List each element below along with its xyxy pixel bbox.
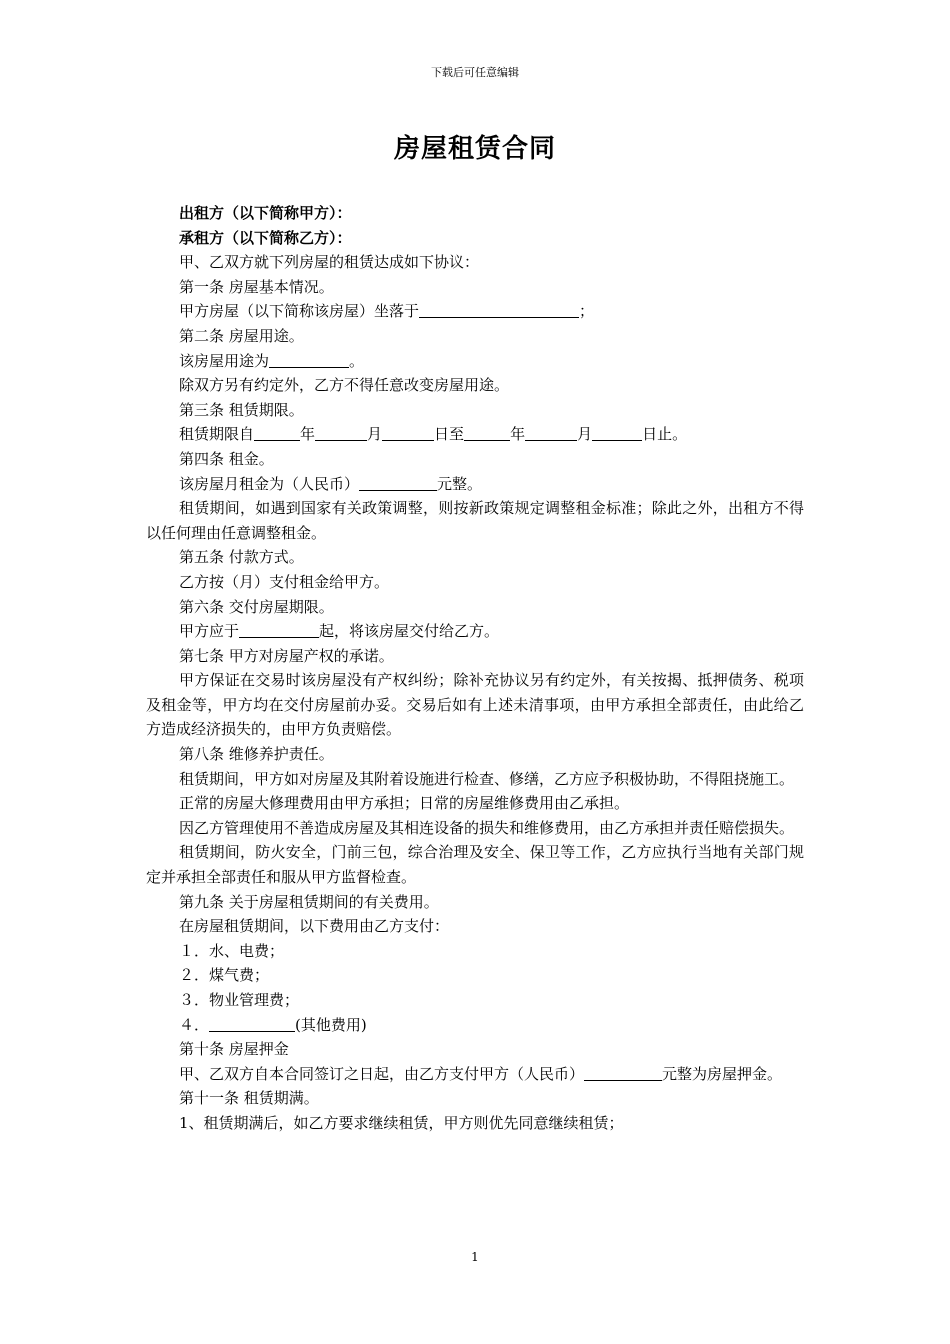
- fee-item-2: ２．煤气费；: [179, 966, 270, 985]
- article-6-heading: 第六条 交付房屋期限。: [179, 597, 334, 616]
- deposit-blank[interactable]: [584, 1066, 662, 1081]
- article-5-heading: 第五条 付款方式。: [179, 548, 304, 567]
- location-blank[interactable]: [419, 303, 579, 318]
- party-a-line: 出租方（以下简称甲方）：: [179, 204, 352, 222]
- article-4-adjust: 租赁期间，如遇到国家有关政策调整，则按新政策规定调整租金标准；除此之外，出租方不得以任何理由任意调整租金。: [146, 499, 804, 542]
- article-8-p3: 因乙方管理使用不善造成房屋及其相连设备的损失和维修费用，由乙方承担并责任赔偿损失。: [179, 818, 795, 837]
- article-1-heading: 第一条 房屋基本情况。: [179, 277, 334, 296]
- article-9-intro: 在房屋租赁期间，以下费用由乙方支付：: [179, 917, 450, 936]
- end-year-blank[interactable]: [464, 426, 510, 441]
- fee-item-1: １．水、电费；: [179, 941, 285, 960]
- article-2-use: 该房屋用途为 。: [179, 351, 365, 370]
- article-6-text: 甲方应于 起，将该房屋交付给乙方。: [179, 622, 500, 641]
- article-5-text: 乙方按（月）支付租金给甲方。: [179, 572, 390, 591]
- article-10-heading: 第十条 房屋押金: [179, 1040, 289, 1059]
- party-b-line: 承租方（以下简称乙方）：: [179, 228, 352, 247]
- start-month-blank[interactable]: [315, 426, 367, 441]
- article-7-text: 甲方保证在交易时该房屋没有产权纠纷；除补充协议另有约定外，有关按揭、抵押债务、税项及租金等，甲方均在交付房屋前办妥。交易后如有上述未清事项，由甲方承担全部责任，由此给乙方造成经济损失的，由甲方负责赔偿。: [146, 671, 804, 739]
- article-11-item-1: 1、租赁期满后，如乙方要求继续租赁，甲方则优先同意继续租赁；: [179, 1113, 624, 1132]
- contract-body: [146, 201, 804, 1136]
- article-11-heading: 第十一条 租赁期满。: [179, 1089, 319, 1108]
- fee-item-3: ３．物业管理费；: [179, 991, 300, 1009]
- page-header: 下载后可任意编辑: [431, 66, 519, 79]
- article-4-rent: 该房屋月租金为（人民币） 元整。: [179, 474, 483, 493]
- article-9-heading: 第九条 关于房屋租赁期间的有关费用。: [179, 892, 439, 911]
- start-year-blank[interactable]: [254, 426, 300, 441]
- delivery-date-blank[interactable]: [239, 623, 319, 638]
- article-8-p2: 正常的房屋大修理费用由甲方承担；日常的房屋维修费用由乙承担。: [179, 794, 630, 813]
- page-number: 1: [471, 1250, 479, 1264]
- rent-blank[interactable]: [359, 476, 437, 491]
- article-3-heading: 第三条 租赁期限。: [179, 400, 304, 419]
- document-title: 房屋租赁合同: [393, 134, 556, 164]
- article-8-p4: 租赁期间，防火安全，门前三包，综合治理及安全、保卫等工作，乙方应执行当地有关部门规定并承担全部责任和服从甲方监督检查。: [146, 843, 804, 887]
- other-fee-blank[interactable]: [209, 1017, 295, 1032]
- article-2-restriction: 除双方另有约定外，乙方不得任意改变房屋用途。: [179, 376, 510, 395]
- use-blank[interactable]: [269, 353, 349, 368]
- article-10-text: 甲、乙双方自本合同签订之日起，由乙方支付甲方（人民币） 元整为房屋押金。: [179, 1064, 783, 1083]
- end-day-blank[interactable]: [592, 426, 642, 441]
- article-8-p1: 租赁期间，甲方如对房屋及其附着设施进行检查、修缮，乙方应予积极协助，不得阻挠施工。: [179, 769, 795, 788]
- start-day-blank[interactable]: [382, 426, 434, 441]
- fee-item-4: ４． (其他费用): [179, 1015, 367, 1034]
- article-3-term: 租赁期限自 年 月 日至 年 月 日止。: [179, 425, 688, 444]
- article-4-heading: 第四条 租金。: [179, 449, 274, 468]
- article-7-heading: 第七条 甲方对房屋产权的承诺。: [179, 646, 394, 665]
- intro-line: 甲、乙双方就下列房屋的租赁达成如下协议：: [179, 253, 480, 272]
- article-1-location: 甲方房屋（以下简称该房屋）坐落于 ；: [179, 302, 595, 321]
- end-month-blank[interactable]: [525, 426, 577, 441]
- article-8-heading: 第八条 维修养护责任。: [179, 745, 334, 764]
- article-2-heading: 第二条 房屋用途。: [179, 326, 304, 345]
